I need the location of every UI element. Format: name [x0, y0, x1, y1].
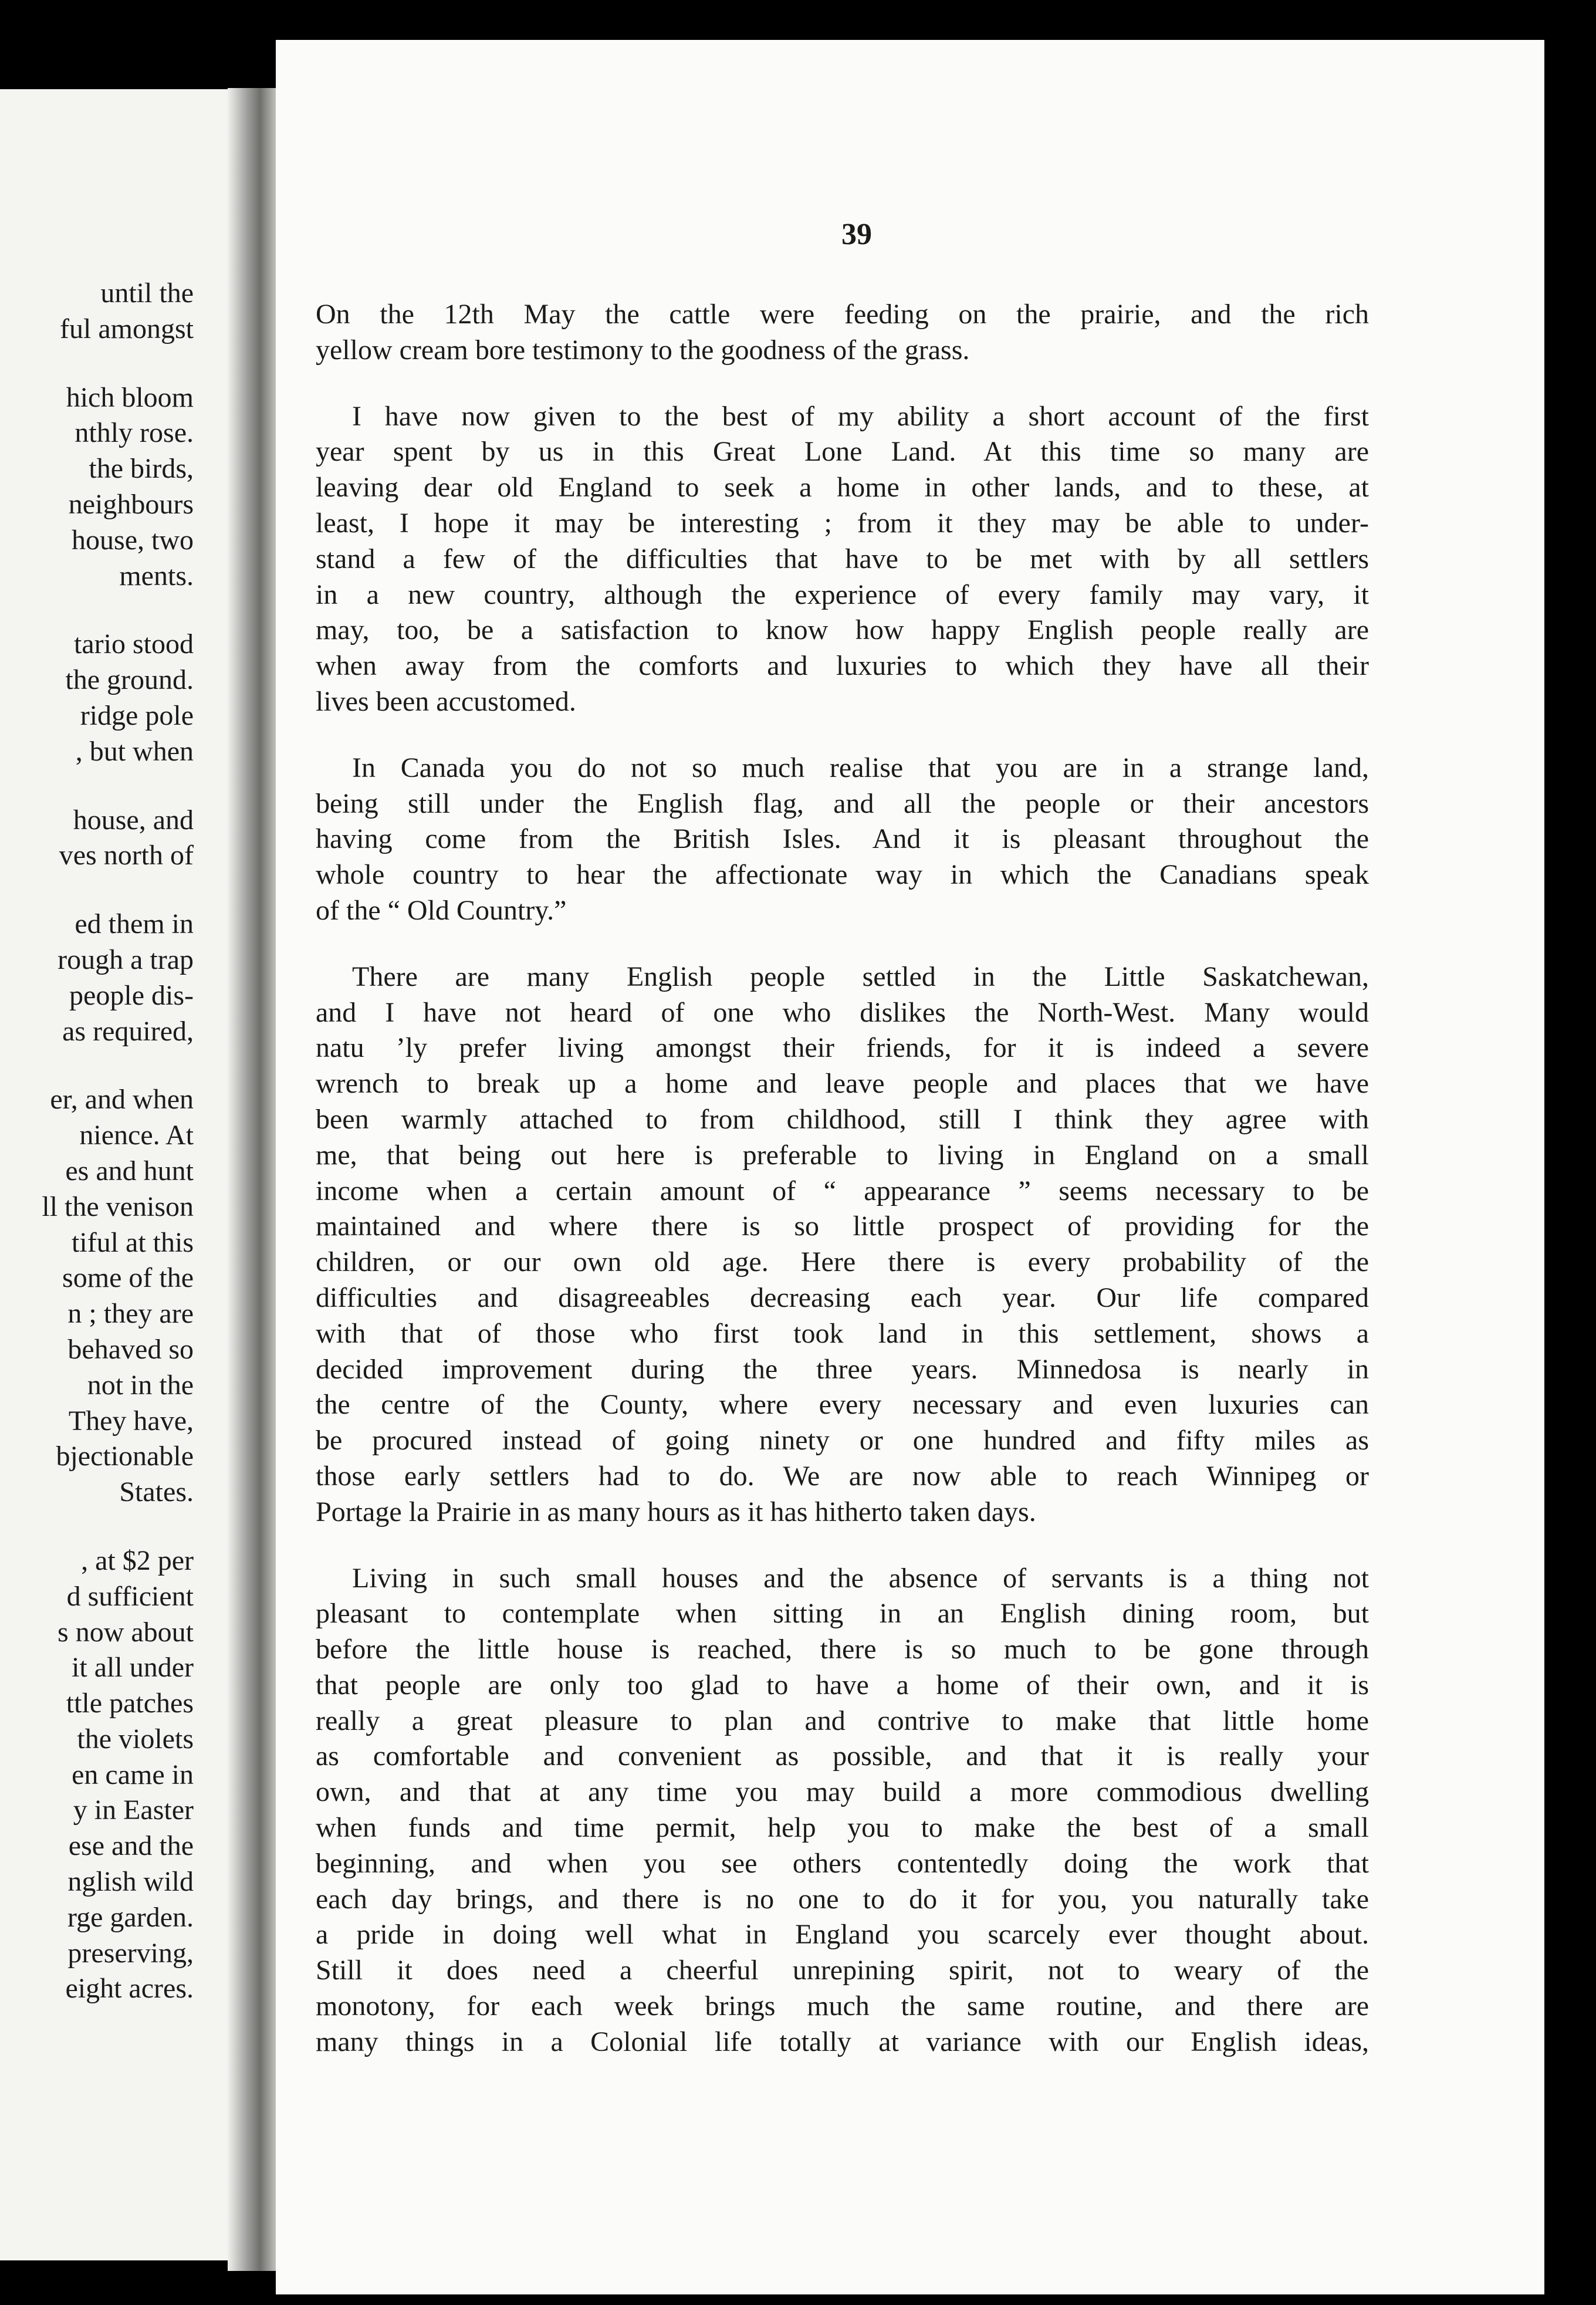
facing-page-line: ed them in [75, 908, 194, 940]
text-line: natu ’ly prefer living amongst their friends, for it is indeed a severe [316, 1032, 1369, 1064]
text-line: There are many English people settled in the Little Saskatchewan, [352, 961, 1369, 992]
page-number: 39 [841, 218, 872, 251]
text-line: monotony, for each week brings much the same routine, and there are [316, 1990, 1369, 2022]
facing-page-line: behaved so [67, 1333, 194, 1365]
text-line: leaving dear old England to seek a home in other lands, and to these, at [316, 472, 1369, 503]
facing-page-line: some of the [62, 1262, 194, 1294]
facing-page-line: ese and the [68, 1830, 194, 1862]
facing-page-line: neighbours [68, 488, 194, 520]
facing-page-line: s now about [58, 1616, 194, 1648]
text-line: really a great pleasure to plan and contrive to make that little home [316, 1705, 1369, 1736]
facing-page-line: people dis- [69, 979, 194, 1011]
text-line: own, and that at any time you may build a more commodious dwelling [316, 1776, 1369, 1808]
facing-page-line: er, and when [50, 1084, 194, 1116]
text-line: On the 12th May the cattle were feeding on the prairie, and the rich [316, 299, 1369, 330]
text-line: may, too, be a satisfaction to know how happy English people really are [316, 614, 1369, 646]
facing-page-line: ments. [119, 560, 194, 592]
text-line: in a new country, although the experience of every family may vary, it [316, 579, 1369, 610]
facing-page-line: the birds, [89, 453, 194, 485]
text-line: wrench to break up a home and leave people and places that we have [316, 1068, 1369, 1100]
facing-page-line: tiful at this [72, 1226, 194, 1258]
facing-page-line: hich bloom [66, 381, 194, 413]
text-line: difficulties and disagreeables decreasing each year. Our life compared [316, 1282, 1369, 1313]
facing-page-line: They have, [68, 1405, 194, 1437]
facing-page-line: as required, [62, 1015, 194, 1047]
facing-page-line: en came in [72, 1759, 194, 1790]
facing-page-line: eight acres. [65, 1973, 194, 2005]
text-line: having come from the British Isles. And it is pleasant throughout the [316, 823, 1369, 855]
text-line: decided improvement during the three years. Minnedosa is nearly in [316, 1353, 1369, 1385]
text-line: that people are only too glad to have a home of their own, and it is [316, 1669, 1369, 1701]
facing-page-line: not in the [87, 1369, 194, 1401]
paragraph [316, 297, 1369, 369]
facing-page-line: the ground. [65, 664, 194, 696]
paragraph [316, 751, 1369, 929]
text-line: least, I hope it may be interesting ; from it they may be able to under- [316, 507, 1369, 539]
text-line: beginning, and when you see others contentedly doing the work that [316, 1847, 1369, 1879]
facing-page-line: ful amongst [60, 313, 194, 344]
facing-page-line [0, 1510, 194, 1543]
facing-page-line: ves north of [59, 840, 194, 871]
text-line: been warmly attached to from childhood, still I think they agree with [316, 1103, 1369, 1135]
text-line: those early settlers had to do. We are now able to reach Winnipeg or [316, 1460, 1369, 1492]
text-line: of the “ Old Country.” [316, 894, 567, 926]
text-line: year spent by us in this Great Lone Land. At this time so many are [316, 436, 1369, 468]
text-line: stand a few of the difficulties that have to be met with by all settlers [316, 543, 1369, 574]
facing-page-line [0, 594, 194, 627]
facing-page-line: , but when [75, 735, 194, 767]
text-line: lives been accustomed. [316, 685, 576, 717]
facing-page-line: preserving, [67, 1937, 194, 1969]
facing-page-text [0, 276, 194, 2007]
text-line: me, that being out here is preferable to living in England on a small [316, 1139, 1369, 1171]
text-line: yellow cream bore testimony to the goodness of the grass. [316, 334, 970, 366]
facing-page-line: the violets [77, 1723, 194, 1755]
facing-page-line: rough a trap [58, 944, 194, 975]
text-line: many things in a Colonial life totally at variance with our English ideas, [316, 2026, 1369, 2057]
text-line: maintained and where there is so little prospect of providing for the [316, 1211, 1369, 1242]
text-line: children, or our own old age. Here there is every probability of the [316, 1246, 1369, 1278]
text-line: income when a certain amount of “ appearance ” seems necessary to be [316, 1175, 1369, 1206]
facing-page-line: until the [100, 278, 194, 309]
facing-page-line: nthly rose. [75, 417, 194, 449]
paragraph [316, 399, 1369, 720]
text-line: each day brings, and there is no one to do it for you, you naturally take [316, 1883, 1369, 1915]
text-line: with that of those who first took land in this settlement, shows a [316, 1317, 1369, 1349]
scan-border [1544, 0, 1596, 2305]
facing-page-line: ttle patches [66, 1688, 194, 1719]
page-body-text [316, 297, 1369, 2091]
text-line: as comfortable and convenient as possible, and that it is really your [316, 1740, 1369, 1772]
text-line: In Canada you do not so much realise that you are in a strange land, [352, 752, 1369, 783]
facing-page-line: it all under [72, 1652, 194, 1684]
facing-page-line [0, 770, 194, 803]
facing-page-line: tario stood [74, 628, 194, 660]
text-line: when away from the comforts and luxuries to which they have all their [316, 650, 1369, 682]
facing-page-line: house, and [73, 804, 194, 836]
facing-page-line: es and hunt [65, 1155, 194, 1187]
facing-page-line: n ; they are [67, 1298, 194, 1330]
text-line: Still it does need a cheerful unrepining spirit, not to weary of the [316, 1955, 1369, 1986]
facing-page-line [0, 347, 194, 380]
text-line: and I have not heard of one who dislikes the North-West. Many would [316, 996, 1369, 1028]
facing-page-line: , at $2 per [81, 1544, 194, 1576]
facing-page-line: States. [119, 1476, 194, 1508]
facing-page-line: ridge pole [80, 699, 194, 731]
paragraph [316, 959, 1369, 1530]
facing-page-line: bjectionable [56, 1441, 194, 1472]
text-line: when funds and time permit, help you to make the best of a small [316, 1812, 1369, 1844]
text-line: Living in such small houses and the absence of servants is a thing not [352, 1562, 1369, 1594]
facing-page-line: ll the venison [42, 1191, 194, 1222]
book-page [276, 40, 1544, 2294]
paragraph [316, 1561, 1369, 2060]
text-line: pleasant to contemplate when sitting in an English dining room, but [316, 1598, 1369, 1630]
facing-page-line: rge garden. [67, 1901, 194, 1933]
facing-page-line: y in Easter [73, 1794, 194, 1826]
facing-page-line: d sufficient [66, 1580, 194, 1612]
text-line: before the little house is reached, there is so much to be gone through [316, 1634, 1369, 1665]
facing-page-line [0, 1049, 194, 1082]
text-line: be procured instead of going ninety or one hundred and fifty miles as [316, 1425, 1369, 1456]
text-line: I have now given to the best of my ability a short account of the first [352, 400, 1369, 432]
facing-page-line: nglish wild [67, 1866, 194, 1898]
facing-page-line: house, two [72, 524, 194, 556]
text-line: whole country to hear the affectionate way in which the Canadians speak [316, 859, 1369, 891]
text-line: Portage la Prairie in as many hours as it has hitherto taken days. [316, 1496, 1036, 1527]
text-line: being still under the English flag, and all the people or their ancestors [316, 788, 1369, 819]
facing-page-line [0, 874, 194, 907]
facing-page-line: nience. At [79, 1120, 194, 1151]
text-line: the centre of the County, where every necessary and even luxuries can [316, 1389, 1369, 1421]
text-line: a pride in doing well what in England you scarcely ever thought about. [316, 1919, 1369, 1951]
